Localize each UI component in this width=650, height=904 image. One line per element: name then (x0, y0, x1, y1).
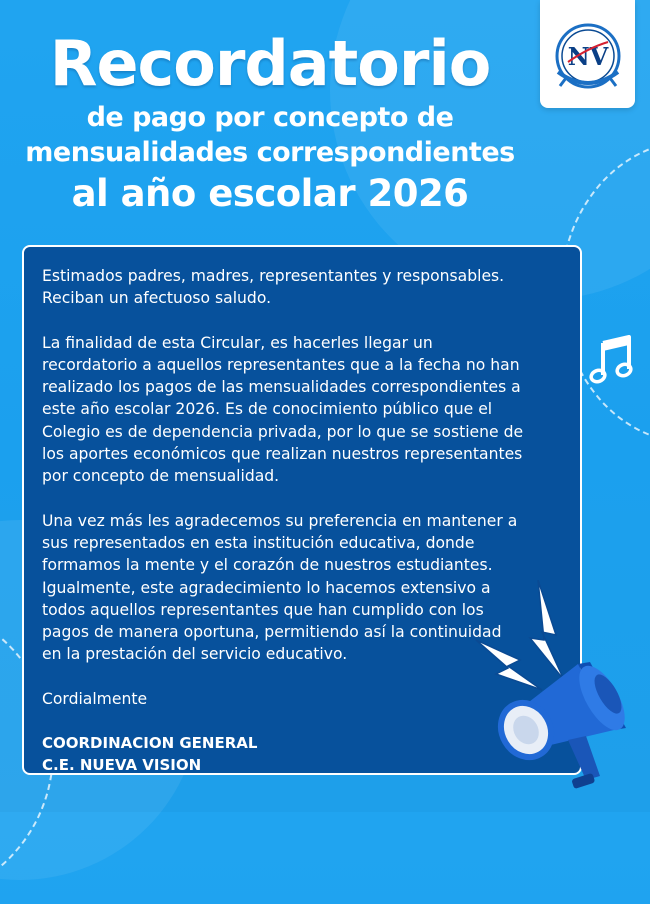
page-title: Recordatorio (49, 27, 491, 100)
letter-paragraph-purpose: La finalidad de esta Circular, es hacerles llegar un recordatorio a aquellos representantes que a la fecha no han realizado los pagos de las mensualidades correspondientes a este año escolar 2026. Es de conocimiento público que el Colegio es de dependencia privada, por lo que se sostiene de los aportes económicos que realizan nuestros representantes por concepto de mensualidad. (42, 333, 524, 486)
school-logo (540, 0, 635, 108)
letter-paragraph-gratitude: Una vez más les agradecemos su preferencia en mantener a sus representados en esta institución educativa, donde formamos la mente y el corazón de nuestros estudiantes. Igualmente, este agradecimiento lo hacemos extensivo a todos aquellos representantes que han cumplido con los pagos de manera oportuna, permitiendo así la continuidad en la prestación del servicio educativo. (42, 511, 518, 664)
music-note-icon (589, 335, 637, 385)
letter-greeting: Estimados padres, madres, representantes y responsables. Reciban un afectuoso saludo. (42, 267, 505, 308)
signature-line-2: C.E. NUEVA VISION (42, 756, 202, 775)
megaphone-icon (468, 580, 650, 812)
school-logo-icon (548, 22, 628, 94)
page-subtitle-line-2: mensualidades correspondientes (25, 137, 515, 168)
page-subtitle-line-1: de pago por concepto de (86, 102, 454, 133)
page-header (0, 28, 540, 218)
letter-closing: Cordialmente (42, 689, 148, 708)
logo-monogram: NV (567, 42, 609, 71)
page-subtitle-line-3: al año escolar 2026 (71, 172, 469, 215)
signature-line-1: COORDINACION GENERAL (42, 734, 258, 753)
